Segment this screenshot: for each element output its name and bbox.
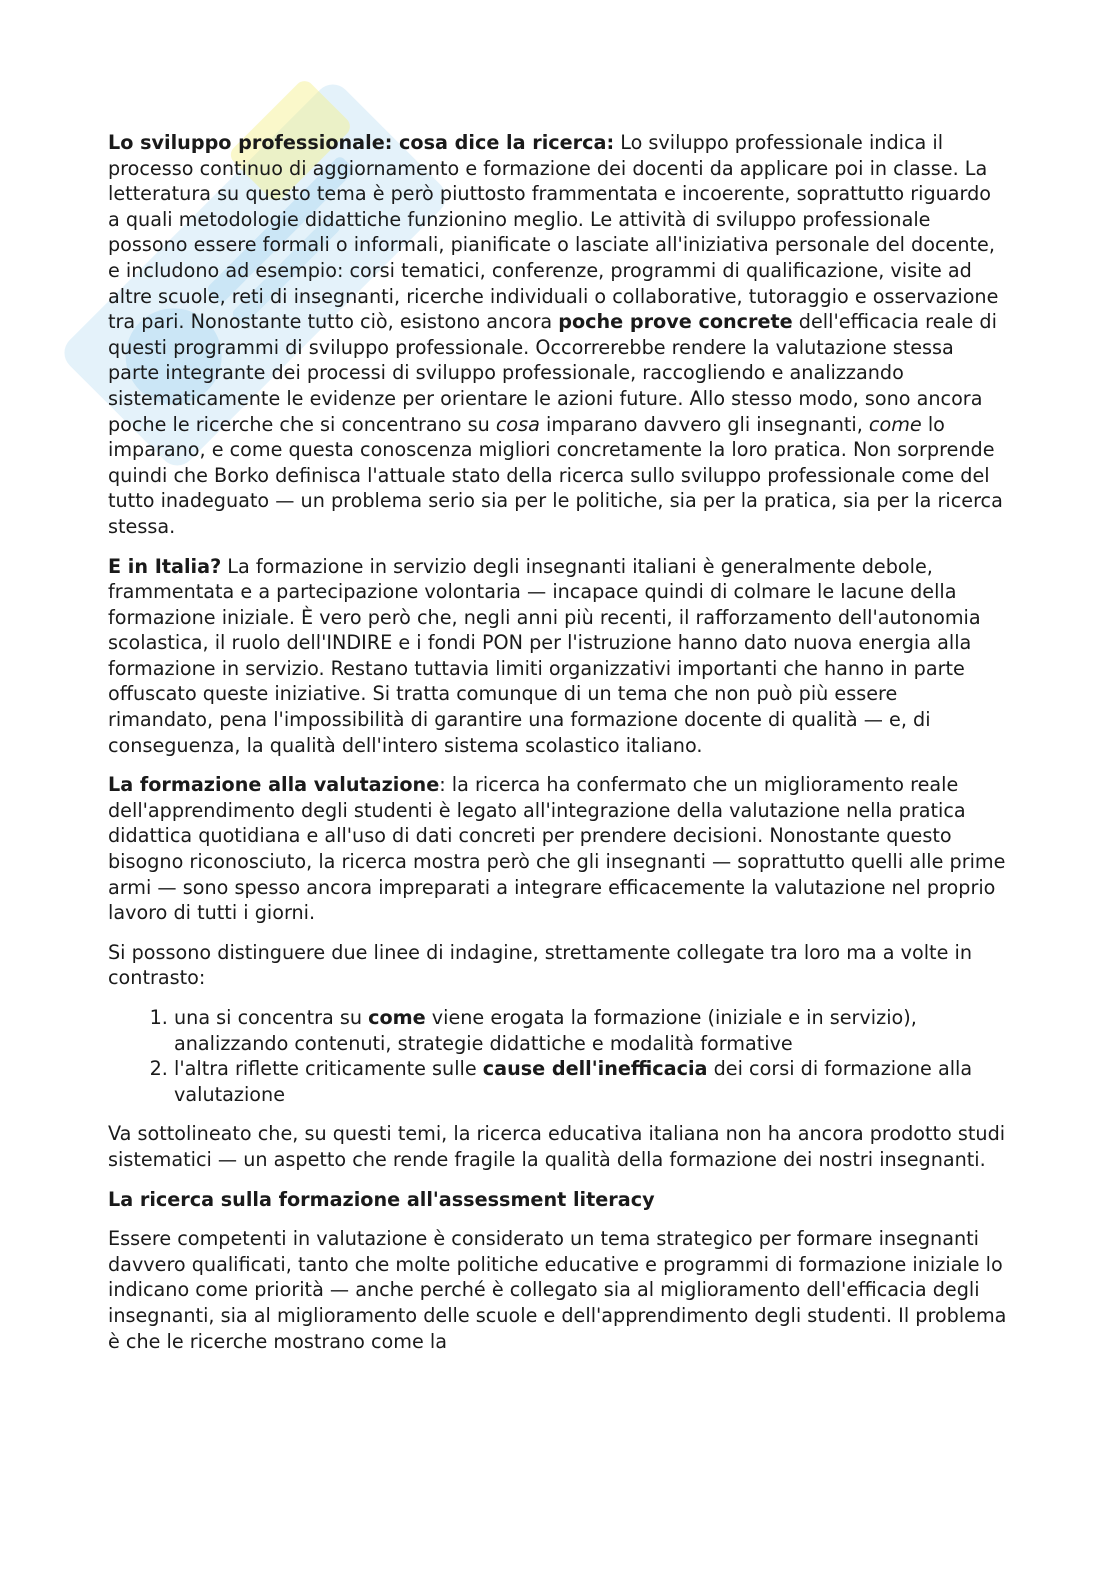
paragraph-text: : la ricerca ha confermato che un miglioramento reale dell'apprendimento degli studenti è legato all'integrazione della valutazione nella pratica didattica quotidiana e all'uso di dati concreti per prendere decisioni. Nonostante questo bisogno riconosciuto, la ricerca mostra però che gli insegnanti — soprattutto quelli alle prime armi — sono spesso ancora impreparati a integrare efficacemente la valutazione nel proprio lavoro di tutti i giorni. [108,773,1006,925]
paragraph-formazione-valutazione [108,772,1008,926]
section-title: La ricerca sulla formazione all'assessment literacy [108,1187,655,1211]
document-page [108,130,1008,1368]
emphasis-text: come [368,1006,426,1029]
paragraph-ricerca-italiana: Va sottolineato che, su questi temi, la ricerca educativa italiana non ha ancora prodotto studi sistematici — un aspetto che rende fragile la qualità della formazione dei nostri insegnanti. [108,1122,1006,1171]
paragraph-text: La formazione in servizio degli insegnanti italiani è generalmente debole, frammentata e a partecipazione volontaria — incapace quindi di colmare le lacune della formazione iniziale. È vero però che, negli anni più recenti, il rafforzamento dell'autonomia scolastica, il ruolo dell'INDIRE e i fondi PON per l'istruzione hanno dato nuova energia alla formazione in servizio. Restano tuttavia limiti organizzativi importanti che hanno in parte offuscato queste iniziative. Si tratta comunque di un tema che non può più essere rimandato, pena l'impossibilità di garantire una formazione docente di qualità — e, di conseguenza, la qualità dell'intero sistema scolastico italiano. [108,554,981,757]
emphasis-text: cause dell'inefficacia [482,1057,708,1081]
emphasis-text: poche prove concrete [558,310,793,334]
paragraph-sviluppo-professionale [108,130,1008,540]
paragraph-text: dell'efficacia reale di questi programmi di sviluppo professionale. Occorrerebbe rendere la valutazione stessa parte integrante dei processi di sviluppo professionale, raccogliendo e analizzando sistematicamente le evidenze per orientare le azioni future. Allo stesso modo, sono ancora poche le ricerche che si concentrano su [108,310,997,436]
numbered-list [108,1005,1008,1107]
list-item: 1. una si concentra su come viene erogata la formazione (iniziale e in servizio), analizzando contenuti, strategie didattiche e modalità formative [174,1005,1008,1056]
italic-text: come [868,412,922,436]
section-heading: Lo sviluppo professionale: cosa dice la ricerca: [108,131,615,154]
section-heading: La formazione alla valutazione [108,773,440,797]
italic-text: cosa [495,412,540,436]
paragraph-assessment-literacy: Essere competenti in valutazione è considerato un tema strategico per formare insegnanti davvero qualificati, tanto che molte politiche educative e programmi di formazione iniziale lo indicano come priorità — anche perché è collegato sia al miglioramento dell'efficacia degli insegnanti, sia al miglioramento delle scuole e dell'apprendimento degli studenti. Il problema è che le ricerche mostrano come la [108,1227,1007,1353]
paragraph-intro-linee: Si possono distinguere due linee di indagine, strettamente collegate tra loro ma a volte in contrasto: [108,940,972,990]
paragraph-italia [108,554,1008,759]
paragraph-text: lo imparano, e come questa conoscenza migliori concretamente la loro pratica. Non sorprende quindi che Borko definisca l'attuale stato della ricerca sullo sviluppo professionale come del tutto inadeguato — un problema serio sia per le politiche, sia per la pratica, sia per la ricerca stessa. [108,412,1003,538]
list-item: 2. l'altra riflette criticamente sulle cause dell'inefficacia dei corsi di formazione alla valutazione [174,1056,1008,1107]
paragraph-text: imparano davvero gli insegnanti, [539,412,869,436]
section-heading: E in Italia? [108,554,222,578]
paragraph-text: Lo sviluppo professionale indica il processo continuo di aggiornamento e formazione dei docenti da applicare poi in classe. La letteratura su questo tema è però piuttosto frammentata e incoerente, soprattutto riguardo a quali metodologie didattiche funzionino meglio. Le attività di sviluppo professionale possono essere formali o informali, pianificate o lasciate all'iniziativa personale del docente, e includono ad esempio: corsi tematici, conferenze, programmi di qualificazione, visite ad altre scuole, reti di insegnanti, ricerche individuali o collaborative, tutoraggio e osservazione tra pari. Nonostante tutto ciò, esistono ancora [108,131,999,334]
